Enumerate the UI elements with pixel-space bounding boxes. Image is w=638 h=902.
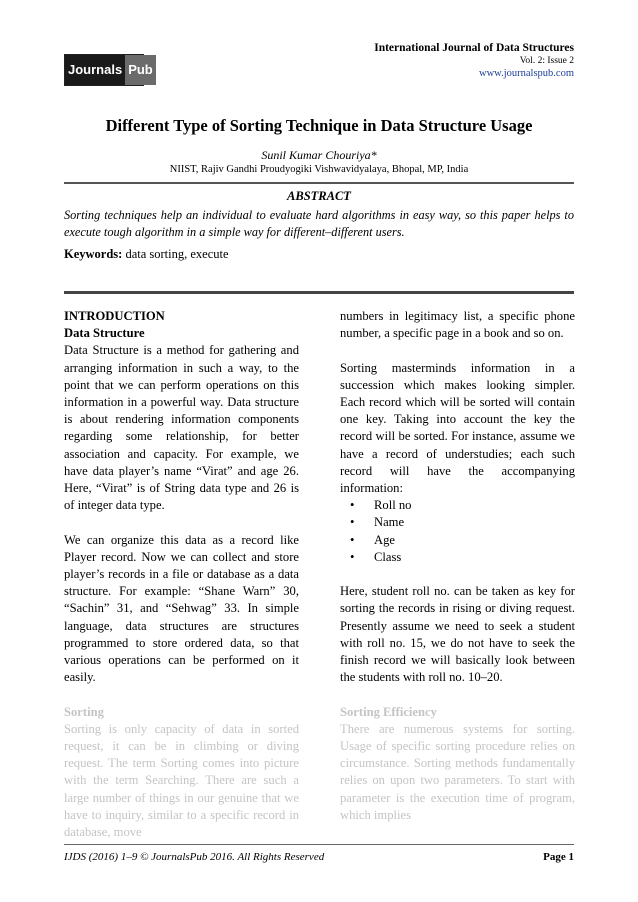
page-number: Page 1 bbox=[543, 851, 574, 863]
journal-logo bbox=[64, 54, 153, 86]
list-item: • Name bbox=[360, 514, 575, 531]
subsection-heading-data-structure: Data Structure bbox=[64, 326, 145, 341]
paper-author: Sunil Kumar Chouriya* bbox=[261, 148, 377, 162]
abstract-text: Sorting techniques help an individual to evaluate hard algorithms in easy way, so this paper helps to execute tough algorithm in a simple way for different–different users. bbox=[64, 208, 574, 239]
journal-name: International Journal of Data Structures bbox=[374, 42, 574, 54]
abstract-divider bbox=[64, 291, 574, 294]
footer-divider bbox=[64, 844, 574, 845]
header-divider bbox=[64, 182, 574, 184]
paper-title: Different Type of Sorting Technique in Data Structure Usage bbox=[105, 116, 533, 135]
list-item: • Age bbox=[360, 532, 575, 549]
subsection-heading-sorting: Sorting bbox=[64, 704, 104, 719]
paragraph-data-structure-1: Data Structure is a method for gathering and arranging information in such a way, to the point that we can perform operations on this information in a powerful way. Data structure is about rendering information components regarding some relationship, for better association and capacity. For example, we have data player’s name “Virat” and age 26. Here, “Virat” is of String data type and 26 is of integer data type. bbox=[64, 343, 299, 513]
left-column bbox=[64, 308, 299, 841]
author-affiliation: NIIST, Rajiv Gandhi Proudyogiki Vishwavidyalaya, Bhopal, MP, India bbox=[169, 164, 469, 175]
keywords-value: data sorting, execute bbox=[122, 247, 229, 261]
section-heading-introduction: INTRODUCTION bbox=[64, 309, 165, 323]
right-column bbox=[340, 308, 575, 824]
paragraph-data-structure-2: We can organize this data as a record like Player record. Now we can collect and store player’s records in a file or database as a data structure. For example: “Shane Warn” 30, “Sachin” 31, and “Sehwag” 33. In simple language, data structures are structures programmed to store ordered data, so that various operations can be performed on it easily. bbox=[64, 532, 299, 685]
paragraph-sorting-preview: Sorting is only capacity of data in sorted request, it can be in climbing or diving request. The term Sorting comes into picture with the term Searching. There are such a large number of things in our genuine that we have to inquiry, similar to a specific record in database, move bbox=[64, 721, 299, 840]
paragraph-sorting-masterminds: Sorting masterminds information in a succession which makes looking simpler. Each record which will be sorted will contain one key. Taking into account the key the record will be sorted. For instance, assume we have a record of understudies; each such record will have the accompanying information: bbox=[340, 360, 575, 496]
paragraph-continued: numbers in legitimacy list, a specific phone number, a specific page in a book and so on. bbox=[340, 309, 575, 341]
abstract-heading: ABSTRACT bbox=[287, 189, 351, 203]
list-item: • Roll no bbox=[360, 497, 575, 514]
logo-part1: Journals bbox=[65, 55, 125, 85]
paragraph-sorting-efficiency-preview: There are numerous systems for sorting. Usage of specific sorting procedure relies on circumstance. Sorting methods fundamentally relies on upon two parameters. To start with parameter is the execution time of program, which implies bbox=[340, 721, 575, 822]
logo-part2: Pub bbox=[125, 55, 156, 85]
paragraph-roll-no-key: Here, student roll no. can be taken as key for sorting the records in rising or diving request. Presently assume we need to seek a student with roll no. 15, we do not have to seek the finish record we will basically look between the students with roll no. 10–20. bbox=[340, 584, 575, 685]
list-item: • Class bbox=[360, 549, 575, 566]
keywords-line bbox=[64, 247, 229, 262]
journal-website-link[interactable]: www.journalspub.com bbox=[479, 68, 574, 79]
footer-citation: IJDS (2016) 1–9 © JournalsPub 2016. All Rights Reserved bbox=[64, 851, 325, 863]
keywords-label: Keywords: bbox=[64, 247, 123, 261]
journal-header bbox=[374, 42, 574, 80]
record-fields-list bbox=[340, 497, 575, 566]
subsection-heading-sorting-efficiency: Sorting Efficiency bbox=[340, 704, 437, 719]
faded-preview-left bbox=[64, 704, 299, 842]
journal-volume: Vol. 2: Issue 2 bbox=[519, 56, 574, 66]
faded-preview-right bbox=[340, 704, 575, 824]
